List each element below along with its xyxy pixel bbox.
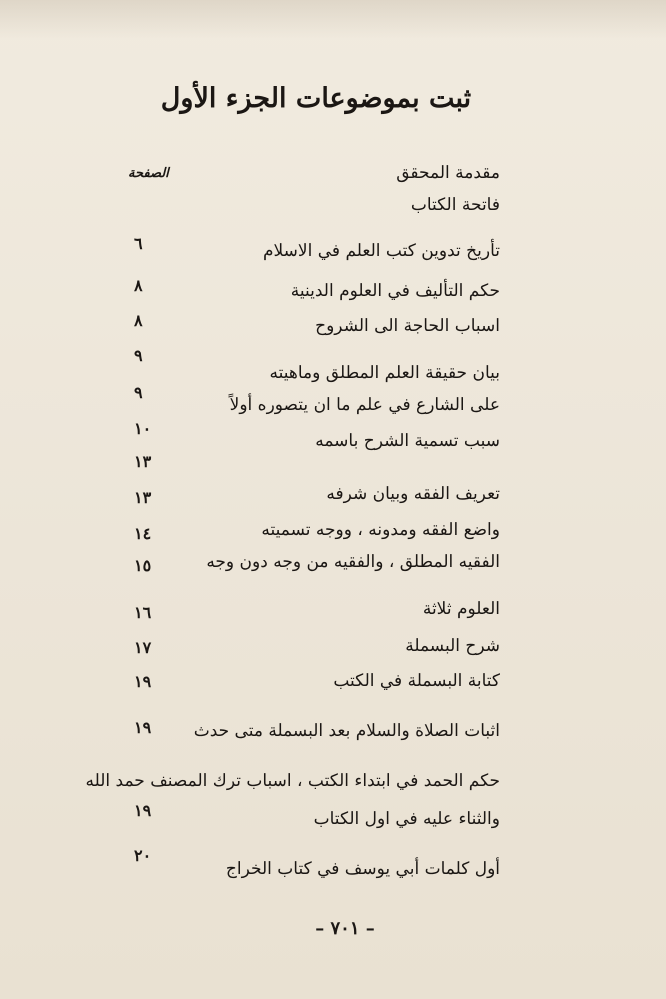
page-shadow: [0, 0, 666, 40]
page-folio: – ٧٠١ –: [315, 918, 375, 939]
toc-entry-title: أول كلمات أبي يوسف في كتاب الخراج: [225, 859, 500, 879]
toc-entry-title: سبب تسمية الشرح باسمه: [315, 431, 500, 451]
toc-entry-title: تعريف الفقه وبيان شرفه: [326, 484, 500, 504]
toc-page-number: ١٣: [134, 452, 152, 471]
toc-page-number: ١٧: [134, 638, 152, 657]
toc-page-number: ١٩: [134, 718, 152, 737]
toc-page-number: ١٠: [134, 419, 152, 438]
toc-entry-title: العلوم ثلاثة: [422, 599, 500, 619]
toc-entry-title: شرح البسملة: [405, 636, 500, 656]
toc-entry-title: تأريخ تدوين كتب العلم في الاسلام: [263, 241, 500, 261]
toc-entry-title: بيان حقيقة العلم المطلق وماهيته: [269, 363, 500, 383]
toc-entry-title-continued: والثناء عليه في اول الكتاب: [313, 809, 500, 829]
toc-page-number: ٩: [134, 346, 143, 365]
page-column-label: الصفحة: [128, 166, 169, 181]
toc-page-number: ١٩: [134, 801, 152, 820]
toc-entry-title: على الشارع في علم ما ان يتصوره أولاً: [229, 395, 500, 415]
toc-entry-title: مقدمة المحقق: [396, 163, 500, 183]
toc-entry-title: كتابة البسملة في الكتب: [333, 671, 500, 691]
toc-entry-title: واضع الفقه ومدونه ، ووجه تسميته: [261, 520, 500, 540]
toc-page-number: ٢٠: [134, 846, 152, 865]
toc-page-number: ١٥: [134, 556, 152, 575]
toc-entry-title: الفقيه المطلق ، والفقيه من وجه دون وجه: [206, 552, 500, 572]
toc-page-number: ١٤: [134, 524, 152, 543]
toc-page-number: ٨: [134, 276, 143, 295]
toc-page-number: ٩: [134, 383, 143, 402]
toc-entry-title: اسباب الحاجة الى الشروح: [315, 316, 500, 336]
toc-page-number: ١٣: [134, 488, 152, 507]
toc-page-number: ١٦: [134, 603, 152, 622]
toc-entry-title: اثبات الصلاة والسلام بعد البسملة متى حدث: [193, 721, 500, 741]
toc-page-number: ١٩: [134, 672, 152, 691]
toc-entry-title: فاتحة الكتاب: [410, 195, 500, 215]
toc-page-number: ٦: [134, 234, 143, 253]
toc-entry-title: حكم الحمد في ابتداء الكتب ، اسباب ترك المصنف حمد الله: [85, 771, 500, 791]
toc-entry-title: حكم التأليف في العلوم الدينية: [290, 281, 500, 301]
page-title: ثبت بموضوعات الجزء الأول: [160, 83, 472, 114]
toc-page-number: ٨: [134, 311, 143, 330]
